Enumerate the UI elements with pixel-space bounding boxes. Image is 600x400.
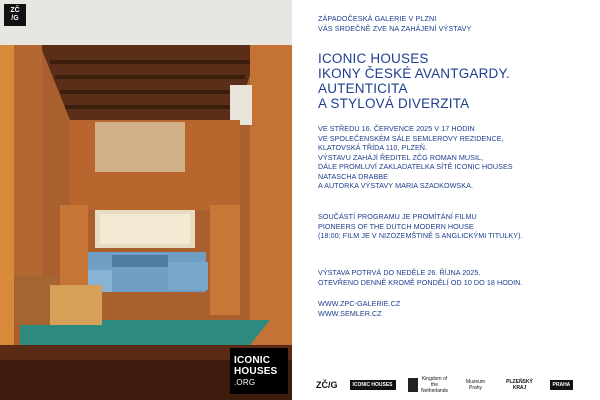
event-line2: VE SPOLEČENSKÉM SÁLE SEMLEROVY REZIDENCE, [318,133,504,143]
iconic-houses-badge [230,348,288,394]
program-line1: SOUČÁSTÍ PROGRAMU JE PROMÍTÁNÍ FILMU [318,212,477,221]
title-line4: A STYLOVÁ DIVERZITA [318,96,470,111]
partner-museum-prahy: Muzeum Prahy [465,379,486,391]
badge-line2: HOUSES [234,365,278,377]
title-line2: IKONY ČESKÉ AVANTGARDY. [318,66,510,81]
partner-netherlands-label: Kingdom of the Netherlands [421,376,448,394]
program-line3: (18:00; FILM JE V NIZOZEMŠTINĚ S ANGLICKÝMI TITULKY). [318,231,523,240]
zcg-logo-line2: /G [11,15,19,22]
zcg-logo-line1: ZČ [10,7,20,14]
badge-line1: ICONIC [234,354,271,366]
intro-line1: ZÁPADOČESKÁ GALERIE V PLZNI [318,14,437,23]
partner-zcg-logo: ZČ/G [316,380,338,390]
event-details [318,124,513,191]
event-line1: VE STŘEDU 16. ČERVENCE 2025 V 17 HODIN [318,124,475,133]
link-semler[interactable]: WWW.SEMLER.CZ [318,308,382,318]
event-line4: VÝSTAVU ZAHÁJÍ ŘEDITEL ZČG ROMAN MUSIL, [318,152,484,162]
partner-logos [316,372,596,398]
program-line2: PIONEERS OF THE DUTCH MODERN HOUSE [318,221,474,231]
partner-plzensky-kraj: PLZEŇSKÝ KRAJ [506,379,533,391]
event-line6: NATASCHA DRABBE [318,171,388,181]
program-details [318,212,523,241]
living-room-illustration [0,0,292,400]
event-line7: A AUTORKA VÝSTAVY MARIA SZADKOWSKA. [318,181,473,190]
zcg-logo [4,4,26,26]
duration-details [318,268,522,287]
netherlands-crest-icon [408,378,418,392]
duration-line1: VÝSTAVA POTRVÁ DO NEDĚLE 26. ŘÍJNA 2025. [318,268,481,277]
event-line3: KLATOVSKÁ TŘÍDA 110, PLZEŇ. [318,143,428,152]
title-line3: AUTENTICITA [318,81,408,96]
interior-photo [0,0,292,400]
title-line1: ICONIC HOUSES [318,51,429,66]
link-zpc-galerie[interactable]: WWW.ZPC-GALERIE.CZ [318,299,401,308]
website-links [318,299,400,318]
partner-praha: PRAHA [550,380,574,390]
partner-iconic-logo: ICONIC HOUSES [350,380,396,390]
invitation-intro [318,14,471,33]
exhibition-title [318,51,510,111]
event-line5: DÁLE PROMLUVÍ ZAKLADATELKA SÍTĚ ICONIC HOUSES [318,162,513,171]
duration-line2: OTEVŘENO DENNĚ KROMĚ PONDĚLÍ OD 10 DO 18 HODIN. [318,277,523,287]
intro-line2: VÁS SRDEČNĚ ZVE NA ZAHÁJENÍ VÝSTAVY [318,23,472,33]
partner-netherlands [408,376,450,394]
badge-line3: .ORG [234,377,256,387]
